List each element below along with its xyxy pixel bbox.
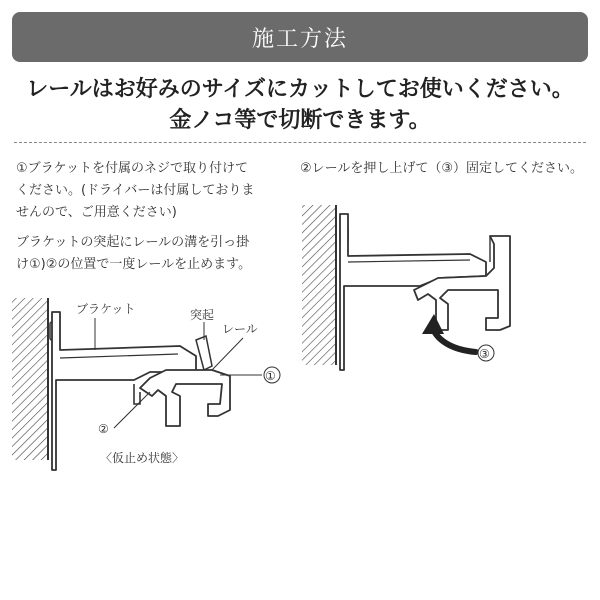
step-1-line: ①ブラケットを付属のネジで取り付けて <box>16 161 249 176</box>
step-1-line: せんので、ご用意ください) <box>16 205 177 220</box>
step-1b-line: ブラケットの突起にレールの溝を引っ掛 <box>16 235 250 250</box>
wall-left <box>12 298 48 460</box>
step-2-text: ②レールを押し上げて（③）固定してください。 <box>300 161 584 176</box>
left-diagram <box>12 298 280 470</box>
label-protrusion: 突起 <box>190 308 215 322</box>
headline-line-2: 金ノコ等で切断できます。 <box>169 108 431 133</box>
step-1b-line: け①)②の位置で一度レールを止めます。 <box>16 257 252 272</box>
marker-2: ② <box>98 422 109 436</box>
right-diagram <box>302 205 510 370</box>
wall-right <box>302 205 336 365</box>
label-rail: レール <box>222 322 258 336</box>
diagram-caption: 〈仮止め状態〉 <box>100 451 185 465</box>
label-bracket: ブラケット <box>76 302 136 316</box>
step-1-line: ください。(ドライバーは付属しておりま <box>16 183 255 198</box>
title-text: 施工方法 <box>251 26 348 52</box>
marker-3: ③ <box>479 347 490 361</box>
rail-right <box>414 236 510 330</box>
marker-1: ① <box>265 369 276 383</box>
protrusion-left <box>196 336 212 370</box>
bracket-left <box>52 312 196 470</box>
bracket-right <box>340 214 486 370</box>
rail-left <box>140 370 230 426</box>
headline-line-1: レールはお好みのサイズにカットしてお使いください。 <box>26 77 574 102</box>
